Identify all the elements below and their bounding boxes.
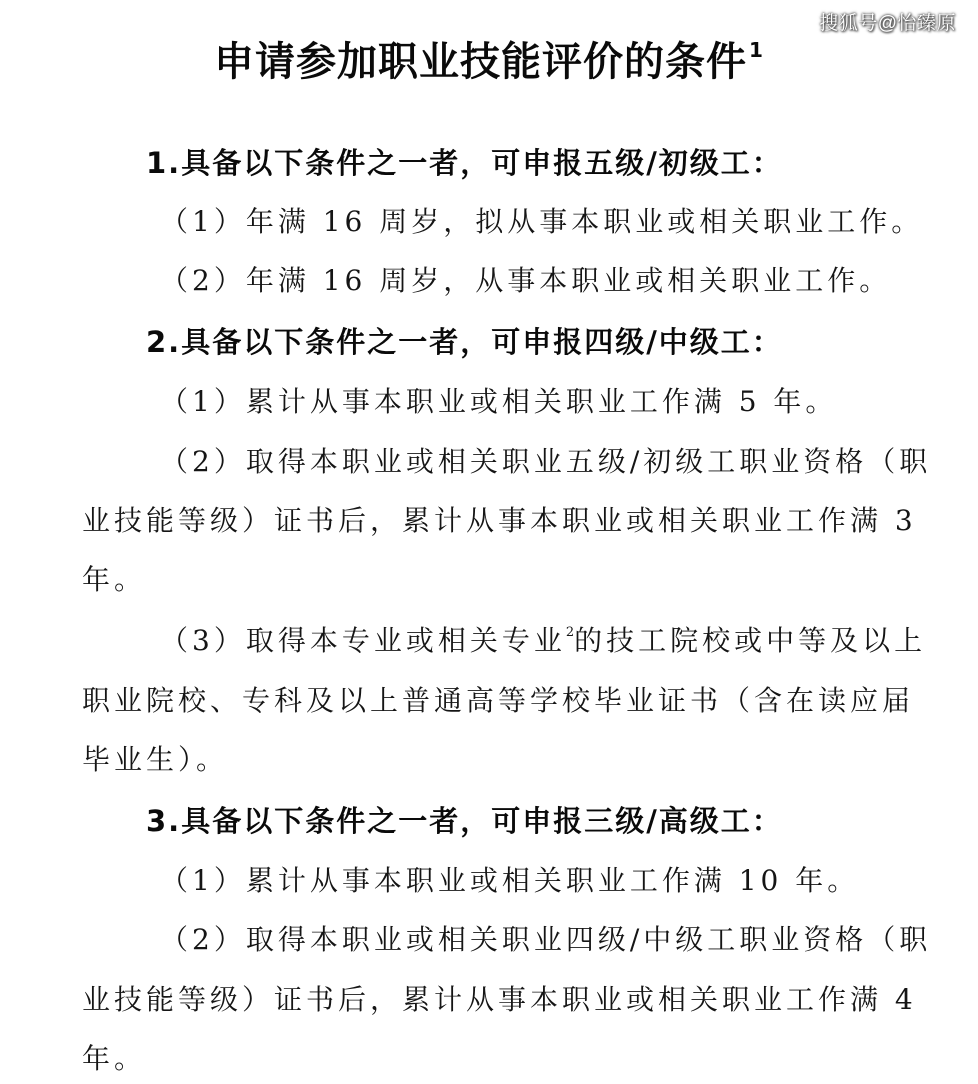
section-2-item-3-text-a: （3）取得本专业或相关专业: [160, 624, 566, 657]
title-footnote-marker: 1: [749, 38, 764, 62]
section-2-item-1: （1）累计从事本职业或相关职业工作满 5 年。: [160, 385, 838, 418]
section-2-item-2-line-3: 年。: [82, 563, 147, 596]
section-3-heading: 3.具备以下条件之一者，可申报三级/高级工：: [146, 804, 783, 838]
section-2-item-2-line-1: （2）取得本职业或相关职业五级/初级工职业资格（职: [160, 445, 932, 478]
footnote-2-marker: 2: [565, 625, 575, 640]
section-3-item-1: （1）累计从事本职业或相关职业工作满 10 年。: [160, 864, 860, 897]
title-text: 申请参加职业技能评价的条件: [214, 39, 748, 85]
watermark-text: 搜狐号@怡臻原: [819, 13, 956, 34]
section-2-item-3-text-b: 的技工院校或中等及以上: [574, 624, 927, 657]
section-2-item-3-line-2: 职业院校、专科及以上普通高等学校毕业证书（含在读应届: [82, 684, 915, 717]
section-2-item-3-line-1: [160, 619, 926, 659]
section-2-heading: 2.具备以下条件之一者，可申报四级/中级工：: [146, 325, 783, 359]
section-3-item-2-line-1: （2）取得本职业或相关职业四级/中级工职业资格（职: [160, 923, 932, 956]
section-2-item-3-line-3: 毕业生）。: [82, 743, 229, 776]
section-1-item-1: （1）年满 16 周岁，拟从事本职业或相关职业工作。: [160, 205, 924, 238]
section-2-item-2-line-2: 业技能等级）证书后，累计从事本职业或相关职业工作满 3: [82, 504, 917, 537]
section-1-heading: 1.具备以下条件之一者，可申报五级/初级工：: [146, 146, 783, 180]
section-3-item-2-line-2: 业技能等级）证书后，累计从事本职业或相关职业工作满 4: [82, 983, 917, 1016]
section-1-item-2: （2）年满 16 周岁，从事本职业或相关职业工作。: [160, 264, 892, 297]
section-3-item-2-line-3: 年。: [82, 1042, 147, 1075]
page-title: [0, 30, 978, 87]
